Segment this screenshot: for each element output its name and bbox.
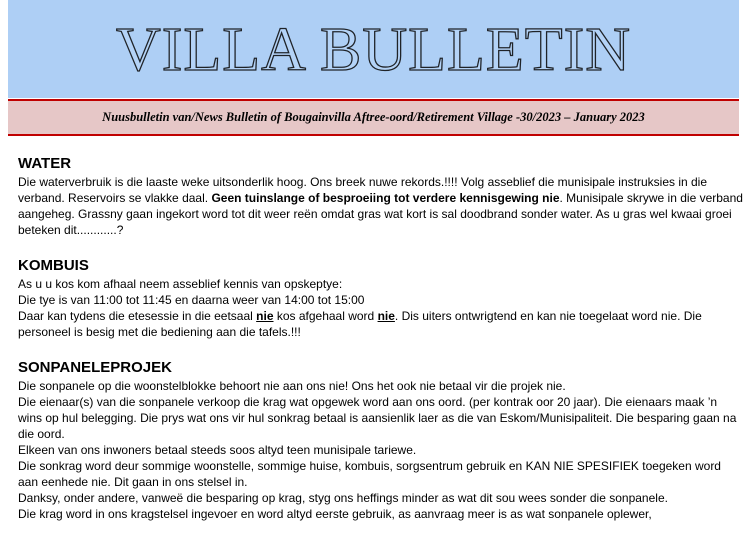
bulletin-title: VILLA BULLETIN xyxy=(115,16,632,84)
kombuis-line-2: Die tye is van 11:00 tot 11:45 en daarna weer van 14:00 tot 15:00 xyxy=(18,293,365,307)
sonpanele-line-3: Elkeen van ons inwoners betaal steeds soos altyd teen munisipale tariewe. xyxy=(18,443,417,457)
masthead xyxy=(8,0,739,98)
sonpanele-line-2: Die eienaar(s) van die sonpanele verkoop die krag wat opgewek word aan ons oord. (per kontrak oor 20 jaar). Die eienaars maak ’n wins op hul belegging. Die prys wat ons vir hul sonkrag betaal is aansienlik laer as die van Eskom/Munisipaliteit. Die besparing gaan na die oord. xyxy=(18,395,737,441)
sonpanele-line-1: Die sonpanele op die woonstelblokke behoort nie aan ons nie! Ons het ook nie betaal vir die projek nie. xyxy=(18,379,566,393)
water-text-b: . Munisipale skrywe in die verband aangeheg. Grassny gaan ingekort word tot dit weer reën omdat gras wat kort is sal doodbrand sonder water. As u gras wel kwaai groei beteken dit............? xyxy=(18,191,743,237)
kombuis-emphasis-2: nie xyxy=(377,309,395,323)
kombuis-text-c: . Dis uiters ontwrigtend en kan nie toegelaat word nie. Die personeel is besig met die bediening aan die tafels.!!! xyxy=(18,309,702,339)
section-water xyxy=(18,155,743,238)
kombuis-text-a: Daar kan tydens die etesessie in die eetsaal xyxy=(18,309,257,323)
sonpanele-line-4: Die sonkrag word deur sommige woonstelle, sommige huise, kombuis, sorgsentrum gebruik en KAN NIE SPESIFIEK toegeken word aan eenhede nie. Dit gaan in ons stelsel in. xyxy=(18,459,721,489)
subheader-band xyxy=(8,101,739,134)
sonpanele-line-5: Danksy, onder andere, vanweë die besparing op krag, styg ons heffings minder as wat dit sou wees sonder die sonpanele. xyxy=(18,491,668,505)
kombuis-paragraph-3 xyxy=(18,308,743,340)
water-paragraph xyxy=(18,174,743,238)
section-heading-kombuis: KOMBUIS xyxy=(18,257,89,274)
section-heading-water: WATER xyxy=(18,155,72,172)
kombuis-text-b: kos afgehaal word xyxy=(273,309,378,323)
sonpanele-line-6: Die krag word in ons kragstelsel ingevoer en word altyd eerste gebruik, as aanvraag meer is as wat sonpanele oplewer, xyxy=(18,507,652,521)
bulletin-body xyxy=(18,155,743,522)
masthead-rule-bottom xyxy=(8,134,739,136)
section-sonpanele xyxy=(18,359,743,522)
kombuis-emphasis-1: nie xyxy=(256,309,274,323)
water-text-a: Die waterverbruik is die laaste weke uitsonderlik hoog. Ons breek nuwe rekords.!!!! Volg asseblief die munisipale instruksies in die verband. Reservoirs se vlakke daal. xyxy=(18,175,708,205)
bulletin-subtitle: Nuusbulletin van/News Bulletin of Bougainvilla Aftree-oord/Retirement Village -30/2023 – January 2023 xyxy=(102,110,645,124)
kombuis-line-1: As u u kos kom afhaal neem asseblief kennis van opskeptye: xyxy=(18,277,343,291)
section-heading-sonpanele: SONPANELEPROJEK xyxy=(18,359,172,376)
section-kombuis xyxy=(18,257,743,340)
water-hose-ban-notice: Geen tuinslange of besproeiing tot verdere kennisgewing nie xyxy=(211,191,560,205)
